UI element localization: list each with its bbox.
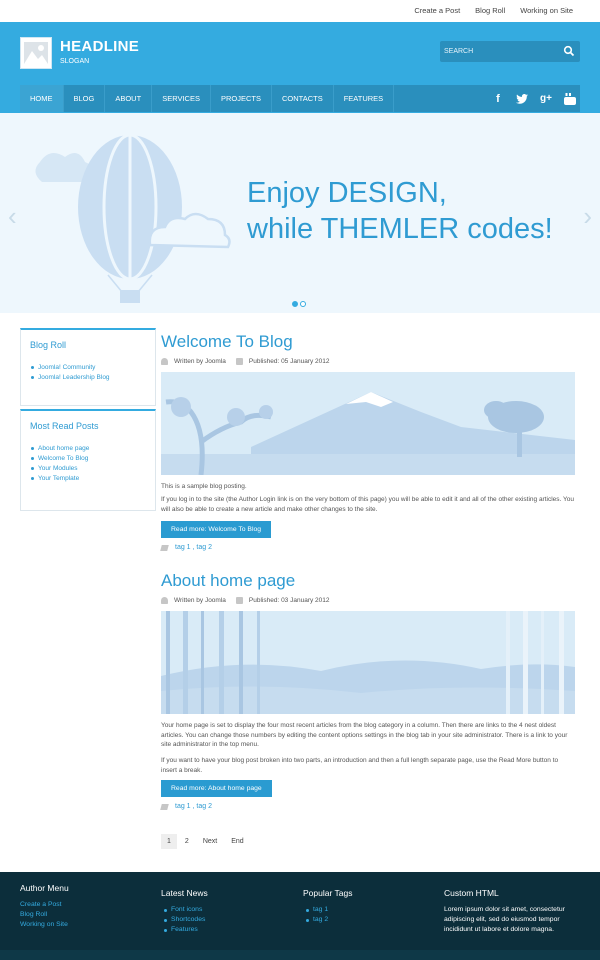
nav-item-about[interactable]: ABOUT xyxy=(105,85,152,112)
footer-news-item[interactable]: Features xyxy=(161,925,208,935)
nav-item-services[interactable]: SERVICES xyxy=(152,85,211,112)
read-more-button[interactable]: Read more: Welcome To Blog xyxy=(161,521,271,538)
tag-icon xyxy=(160,545,169,551)
hero-headline-line-1: Enjoy DESIGN, xyxy=(247,177,447,209)
post-date: Published: 05 January 2012 xyxy=(248,358,330,365)
site-title[interactable]: HEADLINE xyxy=(60,38,140,55)
site-slogan: SLOGAN xyxy=(60,58,90,65)
sidebar-most-read-item[interactable]: Your Template xyxy=(30,475,146,482)
post-title[interactable]: About home page xyxy=(161,571,296,590)
footer-bottom-band xyxy=(0,950,600,960)
footer-popular-tags-title: Popular Tags xyxy=(303,888,353,898)
post-date: Published: 03 January 2012 xyxy=(248,597,330,604)
footer-link-create-post[interactable]: Create a Post xyxy=(20,901,62,908)
post-intro: This is a sample blog posting. xyxy=(161,483,247,490)
main-nav xyxy=(20,85,580,112)
slider-prev-arrow-icon[interactable]: ‹ xyxy=(8,201,17,231)
footer-link-blog-roll[interactable]: Blog Roll xyxy=(20,911,48,918)
slider-dot-2[interactable] xyxy=(300,301,306,307)
post-tag-links[interactable]: tag 1 , tag 2 xyxy=(175,803,212,810)
post-tag-links[interactable]: tag 1 , tag 2 xyxy=(175,544,212,551)
footer-author-menu xyxy=(20,883,69,930)
google-plus-icon[interactable]: g+ xyxy=(540,93,552,104)
page-end[interactable]: End xyxy=(231,838,244,845)
site-logo[interactable] xyxy=(20,37,52,69)
post-meta xyxy=(161,358,330,365)
footer-custom-html xyxy=(444,888,584,935)
site-footer xyxy=(0,872,600,960)
sidebar-most-read xyxy=(20,409,156,511)
read-more-button[interactable]: Read more: About home page xyxy=(161,780,272,797)
author-icon xyxy=(161,597,168,604)
sidebar-most-read-title: Most Read Posts xyxy=(30,421,99,431)
sidebar-most-read-item[interactable]: About home page xyxy=(30,445,146,452)
site-header xyxy=(0,22,600,113)
top-link-blog-roll[interactable]: Blog Roll xyxy=(475,6,506,15)
blog-post-1 xyxy=(161,332,575,562)
search-icon xyxy=(563,45,575,57)
slider-pagination xyxy=(292,301,306,307)
footer-news-item[interactable]: Font icons xyxy=(161,905,208,915)
pagination xyxy=(161,834,250,849)
nav-item-projects[interactable]: PROJECTS xyxy=(211,85,272,112)
post-author: Written by Joomla xyxy=(174,597,226,604)
top-links xyxy=(414,6,573,15)
footer-tag-item[interactable]: tag 1 xyxy=(303,905,352,915)
nav-items xyxy=(20,85,394,112)
social-links xyxy=(492,92,576,105)
post-tags xyxy=(161,803,212,810)
blog-post-2 xyxy=(161,571,575,821)
search-box xyxy=(440,41,580,62)
footer-author-menu-title: Author Menu xyxy=(20,883,69,893)
post-image-mountain xyxy=(161,372,575,475)
sidebar-blog-roll-item[interactable]: Joomla! Community xyxy=(30,364,146,371)
footer-tag-item[interactable]: tag 2 xyxy=(303,915,352,925)
footer-custom-html-title: Custom HTML xyxy=(444,888,499,898)
search-input[interactable] xyxy=(444,44,556,59)
hot-air-balloon-illustration xyxy=(30,127,240,307)
post-meta xyxy=(161,597,330,604)
slider-dot-1[interactable] xyxy=(292,301,298,307)
slider-next-arrow-icon[interactable]: › xyxy=(583,201,592,231)
sidebar-most-read-item[interactable]: Welcome To Blog xyxy=(30,455,146,462)
post-image-bamboo xyxy=(161,611,575,714)
youtube-icon[interactable] xyxy=(564,92,576,105)
footer-custom-html-text: Lorem ipsum dolor sit amet, consectetur adipiscing elit, sed do eiusmod tempor incididunt ut labore et dolore magna. xyxy=(444,906,565,933)
footer-link-working-on-site[interactable]: Working on Site xyxy=(20,921,68,928)
sidebar-blog-roll xyxy=(20,328,156,406)
page-1[interactable]: 1 xyxy=(161,834,177,849)
top-bar xyxy=(0,0,600,22)
calendar-icon xyxy=(236,597,243,604)
nav-item-blog[interactable]: BLOG xyxy=(64,85,106,112)
post-body: If you log in to the site (the Author Login link is on the very bottom of this page) you will be able to edit it and all of the other existing articles. You will also be able to create a new article and make other changes to the site. xyxy=(161,496,574,513)
footer-latest-news xyxy=(161,888,208,935)
twitter-icon[interactable] xyxy=(516,92,528,105)
post-title[interactable]: Welcome To Blog xyxy=(161,332,293,351)
footer-news-item[interactable]: Shortcodes xyxy=(161,915,208,925)
nav-item-contacts[interactable]: CONTACTS xyxy=(272,85,334,112)
facebook-icon[interactable]: f xyxy=(496,92,500,105)
footer-popular-tags xyxy=(303,888,352,925)
calendar-icon xyxy=(236,358,243,365)
top-link-create-post[interactable]: Create a Post xyxy=(414,6,461,15)
hero-headline-line-2: while THEMLER codes! xyxy=(247,213,553,245)
image-placeholder-icon xyxy=(24,42,48,64)
post-tags xyxy=(161,544,212,551)
footer-latest-news-title: Latest News xyxy=(161,888,208,898)
nav-item-features[interactable]: FEATURES xyxy=(334,85,394,112)
post-body: If you want to have your blog post broken into two parts, an introduction and then a full length separate page, use the Read More button to insert a break. xyxy=(161,757,559,774)
hero-slider xyxy=(0,113,600,313)
sidebar-blog-roll-item[interactable]: Joomla! Leadership Blog xyxy=(30,374,146,381)
nav-item-home[interactable]: HOME xyxy=(20,85,64,112)
sidebar-blog-roll-title: Blog Roll xyxy=(30,340,67,350)
page-2[interactable]: 2 xyxy=(184,838,189,845)
tag-icon xyxy=(160,804,169,810)
page-next[interactable]: Next xyxy=(202,838,218,845)
post-intro: Your home page is set to display the four most recent articles from the blog category in a column. Then there are links to the 4 nest oldest articles. You can change those numbers by editing the content options settings in the blog tab in your site administrator. There is a link to your site administrator in the top menu. xyxy=(161,722,568,748)
top-link-working-on-site[interactable]: Working on Site xyxy=(520,6,573,15)
post-author: Written by Joomla xyxy=(174,358,226,365)
author-icon xyxy=(161,358,168,365)
search-button[interactable] xyxy=(563,45,575,57)
sidebar-most-read-item[interactable]: Your Modules xyxy=(30,465,146,472)
